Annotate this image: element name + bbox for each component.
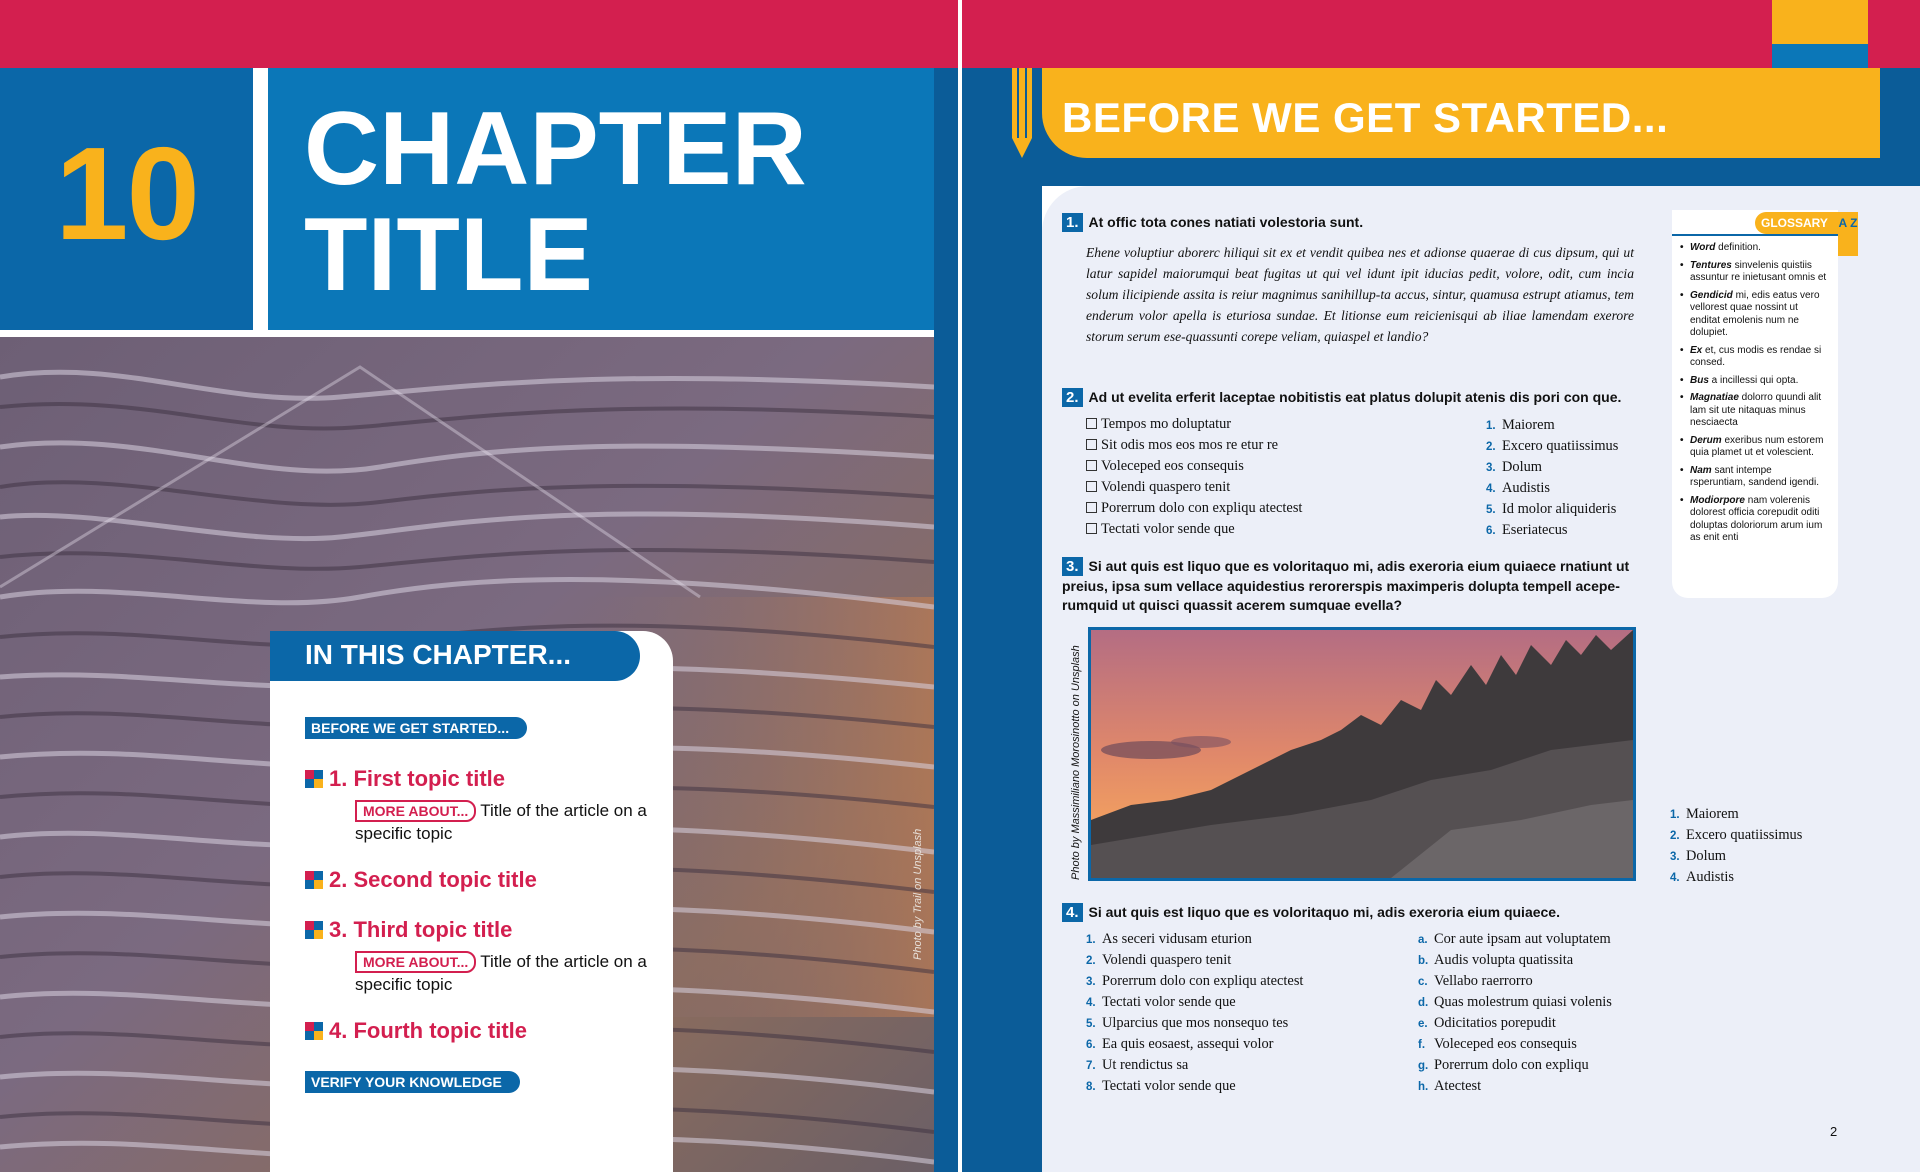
toc-verify-link[interactable]: VERIFY YOUR KNOWLEDGE xyxy=(305,1071,520,1093)
checkbox[interactable] xyxy=(1086,481,1097,492)
question-number: 3. xyxy=(1062,557,1083,576)
toc-topic-title: 2. Second topic title xyxy=(329,867,537,892)
topic-squares-icon xyxy=(305,1022,323,1040)
page-number: 2 xyxy=(1830,1124,1838,1139)
question-number: 4. xyxy=(1062,903,1083,922)
list-item: 4. Audistis xyxy=(1670,869,1734,886)
question-2-prompt xyxy=(1062,388,1662,408)
question-4-right-list xyxy=(1418,929,1612,1097)
list-item: 1. As seceri vidusam eturion xyxy=(1086,931,1252,947)
topic-squares-icon xyxy=(305,921,323,939)
list-item: d. Quas molestrum quiasi volenis xyxy=(1418,994,1612,1011)
glossary-entry: • Gendicid mi, edis eatus vero vellorest quae nossint ut enditat emolenis num ne dolupiet. xyxy=(1680,290,1830,340)
toc-header-text: IN THIS CHAPTER... xyxy=(305,639,572,670)
toc-topic-title: 3. Third topic title xyxy=(329,917,513,942)
question-number: 2. xyxy=(1062,388,1083,407)
list-item: 3. Porerrum dolo con expliqu atectest xyxy=(1086,973,1304,990)
checkbox[interactable] xyxy=(1086,439,1097,450)
topic-squares-icon xyxy=(305,871,323,889)
mountain-sunset-photo xyxy=(1088,627,1636,881)
checkbox-item[interactable]: Tectati volor sende que xyxy=(1086,519,1302,540)
toc-topic-title: 4. Fourth topic title xyxy=(329,1018,527,1043)
question-text: At offic tota cones natiati volestoria sunt. xyxy=(1088,214,1364,230)
list-item: g. Porerrum dolo con expliqu xyxy=(1418,1057,1589,1074)
list-item: 6. Ea quis eosaest, assequi volor xyxy=(1086,1036,1274,1053)
question-1-body: Ehene voluptiur aborerc hiliqui sit ex et vendit quibea nes et adionse quaerae di cus dipsum, qui ut latur sapidel maiorumqui beat fugitas ut qui vel idunt ipit iducias pedit, volore, odit, cum incia solum ilicipiende assita is reiur magnimus sanihillup-ta accus, sintur, quamusa estrupt atiamus, tem enderum volor apella is eturiosa sundae. Et litionse eum reicienisqui ab iliae lamendam exerore storum serum ese-quassunti corepe veliam, quiaspel et landio? xyxy=(1086,245,1634,345)
top-band-left xyxy=(0,0,958,68)
chapter-title-line-1: CHAPTER xyxy=(304,91,807,207)
list-item: e. Odicitatios porepudit xyxy=(1418,1015,1556,1032)
checkbox[interactable] xyxy=(1086,418,1097,429)
toc-subtopic-1[interactable] xyxy=(355,800,655,846)
glossary-entry: • Magnatiae dolorro quundi alit lam sit ute nitaquas minus nesciaecta xyxy=(1680,392,1830,430)
chapter-number: 10 xyxy=(55,120,198,267)
question-text: Ad ut evelita erferit laceptae nobitistis eat platus dolupit atenis dis pori con que. xyxy=(1088,389,1622,405)
checkbox-item[interactable]: Sit odis mos eos mos re etur re xyxy=(1086,435,1302,456)
list-item: b. Audis volupta quatissita xyxy=(1418,952,1574,969)
page-gutter-right xyxy=(962,68,1042,1172)
section-banner-title: BEFORE WE GET STARTED... xyxy=(1062,94,1669,141)
list-item: 5. Id molor aliquideris xyxy=(1486,501,1617,518)
chapter-title xyxy=(304,91,807,314)
photo-credit-left: Photo by Trail on Unsplash xyxy=(912,828,924,960)
toc-before-link[interactable]: BEFORE WE GET STARTED... xyxy=(305,717,527,739)
glossary-entry: • Bus a incillessi qui opta. xyxy=(1680,375,1830,388)
toc-topic-title: 1. First topic title xyxy=(329,766,506,791)
toc-subtopic-text: Title of the article on a specific topic xyxy=(355,801,647,843)
list-item: 3. Dolum xyxy=(1670,848,1726,865)
list-item: 2. Volendi quaspero tenit xyxy=(1086,952,1232,969)
toc-topic-3[interactable] xyxy=(305,919,512,941)
toc-topic-4[interactable] xyxy=(305,1020,527,1042)
question-2-checkboxes xyxy=(1086,414,1302,540)
list-item: 6. Eseriatecus xyxy=(1486,522,1568,539)
list-item: 4. Audistis xyxy=(1486,480,1550,497)
list-item: 5. Ulparcius que mos nonsequo tes xyxy=(1086,1015,1289,1032)
question-3-prompt xyxy=(1062,557,1652,616)
list-item: 8. Tectati volor sende que xyxy=(1086,1078,1236,1095)
checkbox[interactable] xyxy=(1086,523,1097,534)
list-item: c. Vellabo raerrorro xyxy=(1418,973,1533,990)
question-4-prompt xyxy=(1062,903,1662,923)
toc-subtopic-text: Title of the article on a specific topic xyxy=(355,952,647,994)
question-number: 1. xyxy=(1062,213,1083,232)
glossary-entry: • Derum exeribus num estorem quia plamet ut et volescient. xyxy=(1680,435,1830,460)
pencil-icon xyxy=(1010,68,1034,160)
glossary-entry: • Word definition. xyxy=(1680,242,1830,255)
topic-squares-icon xyxy=(305,770,323,788)
question-text: Si aut quis est liquo que es voloritaquo mi, adis exeroria eium quiaece rnatiunt ut preius, ipsa sum vellace aquidestius rerorerspis maximperis dolupta tempell acepe-rumquid ut quisci quassit acerem sumquae evella? xyxy=(1062,558,1630,614)
question-2-numbered-list xyxy=(1486,415,1618,541)
list-item: 7. Ut rendictus sa xyxy=(1086,1057,1189,1074)
list-item: 1. Maiorem xyxy=(1486,417,1555,433)
checkbox-item[interactable]: Voleceped eos consequis xyxy=(1086,456,1302,477)
question-1-prompt xyxy=(1062,213,1662,233)
checkbox[interactable] xyxy=(1086,460,1097,471)
glossary-entry: • Modiorpore nam volerenis dolorest officia corepudit oditi doluptas doloriorum arum ium as enit enti xyxy=(1680,495,1830,545)
glossary-list xyxy=(1680,242,1830,550)
glossary-az-icon: A Z xyxy=(1838,212,1858,256)
checkbox-item[interactable]: Volendi quaspero tenit xyxy=(1086,477,1302,498)
glossary-entry: • Tentures sinvelenis quistiis assuntur re inietusant omnis et xyxy=(1680,260,1830,285)
page-gutter-left xyxy=(934,68,958,1172)
list-item: 4. Tectati volor sende que xyxy=(1086,994,1236,1011)
glossary-title: GLOSSARY xyxy=(1755,212,1838,234)
list-item: h. Atectest xyxy=(1418,1078,1482,1095)
chapter-title-line-2: TITLE xyxy=(304,197,593,314)
question-3-numbered-list xyxy=(1670,804,1802,888)
list-item: a. Cor aute ipsam aut voluptatem xyxy=(1418,931,1611,947)
toc-subtopic-3[interactable] xyxy=(355,951,655,997)
question-4-left-list xyxy=(1086,929,1303,1097)
checkbox-item[interactable]: Porerrum dolo con expliqu atectest xyxy=(1086,498,1302,519)
glossary-entry: • Ex et, cus modis es rendae si consed. xyxy=(1680,345,1830,370)
question-text: Si aut quis est liquo que es voloritaquo mi, adis exeroria eium quiaece. xyxy=(1088,904,1560,920)
photo-credit-right: Photo by Massimiliano Morosinotto on Unsplash xyxy=(1070,645,1082,880)
list-item: 2. Excero quatiissimus xyxy=(1486,438,1619,455)
list-item: 3. Dolum xyxy=(1486,459,1542,476)
checkbox-item[interactable]: Tempos mo doluptatur xyxy=(1086,414,1302,435)
list-item: f. Voleceped eos consequis xyxy=(1418,1036,1577,1053)
more-about-label: MORE ABOUT... xyxy=(355,951,476,973)
more-about-label: MORE ABOUT... xyxy=(355,800,476,822)
list-item: 1. Maiorem xyxy=(1670,806,1739,822)
checkbox[interactable] xyxy=(1086,502,1097,513)
corner-accent-yellow xyxy=(1772,0,1868,44)
glossary-divider xyxy=(1672,234,1838,236)
list-item: 2. Excero quatiissimus xyxy=(1670,827,1803,844)
glossary-entry: • Nam sant intempe rsperuntiam, sandend igendi. xyxy=(1680,465,1830,490)
toc-topic-1[interactable] xyxy=(305,768,505,790)
toc-topic-2[interactable] xyxy=(305,869,537,891)
